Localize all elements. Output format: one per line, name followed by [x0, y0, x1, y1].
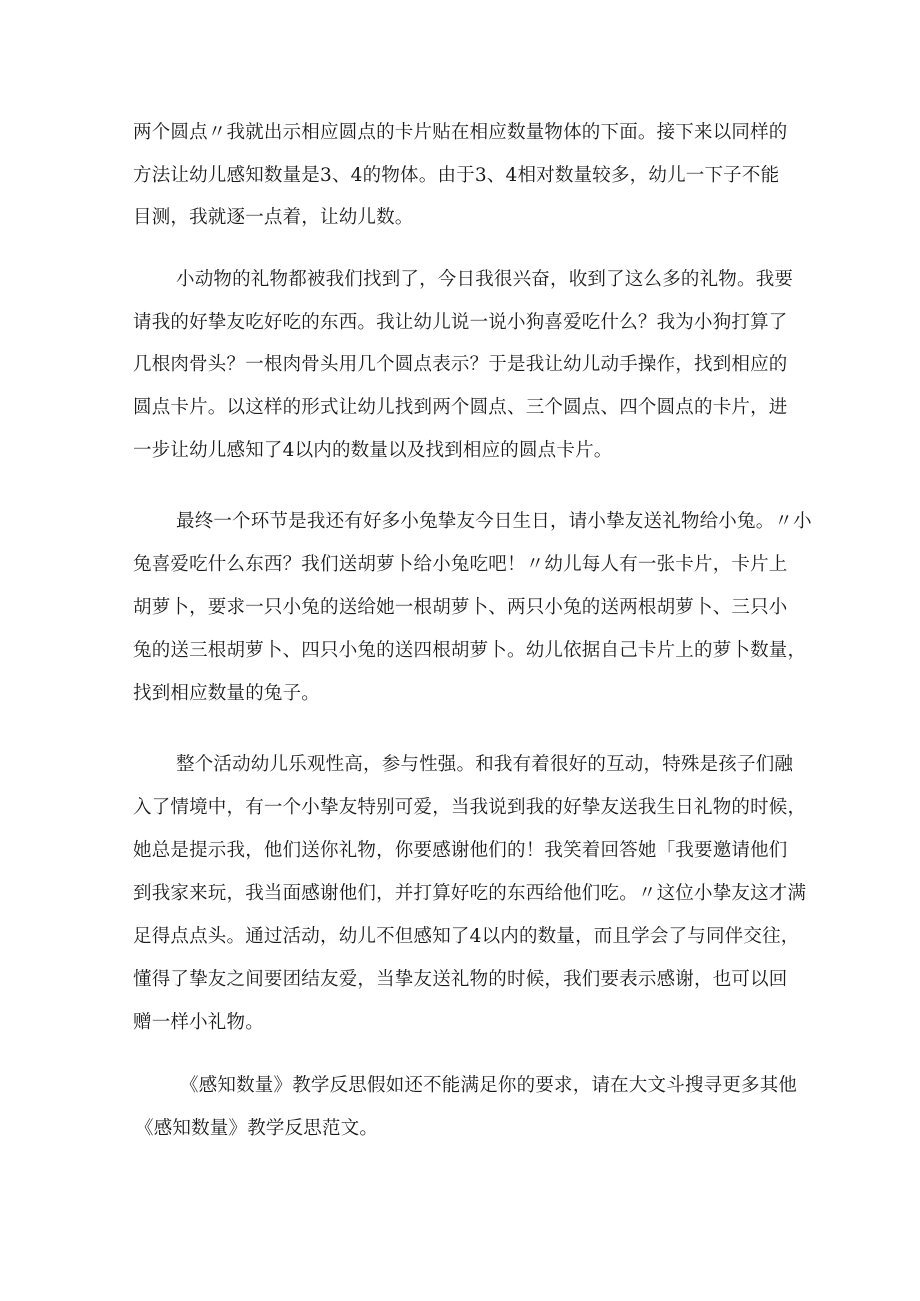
text-line: 一步让幼儿感知了4以内的数量以及找到相应的圆点卡片。 [133, 440, 613, 461]
text-line: 最终一个环节是我还有好多小兔挚友今日生日，请小挚友送礼物给小兔。〃小 [176, 511, 812, 532]
text-line: 到我家来玩，我当面感谢他们，并打算好吃的东西给他们吃。〃这位小挚友这才满 [133, 883, 807, 904]
text-line: 兔的送三根胡萝卜、四只小兔的送四根胡萝卜。幼儿依据自己卡片上的萝卜数量， [133, 640, 807, 661]
text-line: 方法让幼儿感知数量是3、4的物体。由于3、4相对数量较多，幼儿一下子不能 [133, 165, 780, 186]
text-line: 整个活动幼儿乐观性高，参与性强。和我有着很好的互动，特殊是孩子们融 [176, 754, 794, 775]
text-line: 胡萝卜，要求一只小兔的送给她一根胡萝卜、两只小兔的送两根胡萝卜、三只小 [133, 597, 788, 618]
text-line: 找到相应数量的兔子。 [133, 683, 321, 704]
text-line: 足得点点头。通过活动，幼儿不但感知了4以内的数量，而且学会了与同伴交往， [133, 926, 800, 947]
text-line: 目测，我就逐一点着，让幼儿数。 [133, 207, 414, 228]
text-line: 小动物的礼物都被我们找到了，今日我很兴奋，收到了这么多的礼物。我要 [176, 269, 794, 290]
text-line: 懂得了挚友之间要团结友爱，当挚友送礼物的时候，我们要表示感谢，也可以回 [133, 969, 788, 990]
text-line: 请我的好挚友吃好吃的东西。我让幼儿说一说小狗喜爱吃什么？我为小狗打算了 [133, 312, 788, 333]
text-line: 圆点卡片。以这样的形式让幼儿找到两个圆点、三个圆点、四个圆点的卡片，进 [133, 397, 788, 418]
text-line: 《感知数量》教学反思范文。 [135, 1118, 379, 1139]
text-line: 入了情境中，有一个小挚友特别可爱，当我说到我的好挚友送我生日礼物的时候， [133, 797, 807, 818]
text-line: 几根肉骨头？一根肉骨头用几个圆点表示？于是我让幼儿动手操作，找到相应的 [133, 354, 788, 375]
text-line: 《感知数量》教学反思假如还不能满足你的要求，请在大文斗搜寻更多其他 [180, 1075, 798, 1096]
text-line: 两个圆点〃我就出示相应圆点的卡片贴在相应数量物体的下面。接下来以同样的 [133, 122, 788, 143]
text-line: 她总是提示我，他们送你礼物，你要感谢他们的！我笑着回答她「我要邀请他们 [133, 840, 788, 861]
text-line: 兔喜爱吃什么东西？我们送胡萝卜给小兔吃吧！〃幼儿每人有一张卡片，卡片上 [133, 554, 788, 575]
text-line: 赠一样小礼物。 [133, 1012, 264, 1033]
